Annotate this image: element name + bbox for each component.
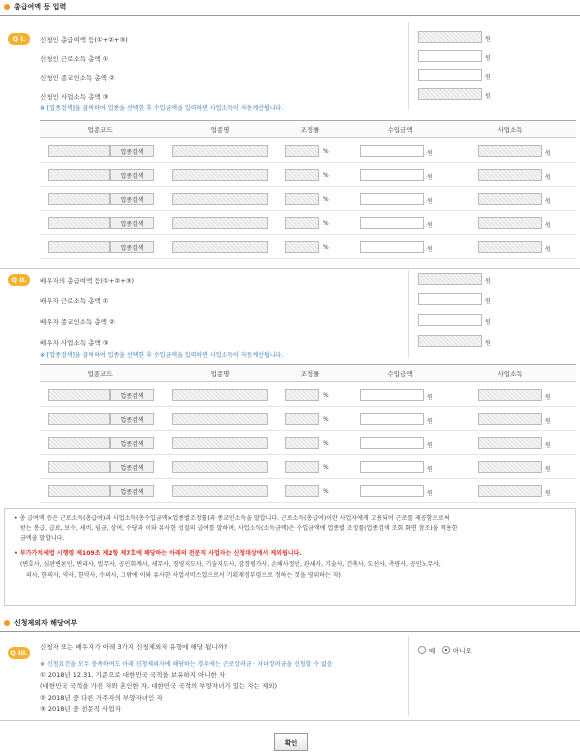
won-label: 원	[427, 150, 433, 157]
applicant-revenue-input-1[interactable]	[360, 169, 424, 181]
spouse-industry-name-1	[172, 413, 268, 425]
won-label: 원	[427, 174, 433, 181]
applicant-adjust-rate-1	[285, 169, 319, 181]
row-separator	[40, 478, 576, 479]
section-title: 신청제외자 해당여부	[14, 619, 78, 627]
applicant-adjust-rate-4	[285, 241, 319, 253]
spouse-industry-code-2	[48, 437, 110, 449]
column-header: 업종명	[210, 126, 230, 134]
applicant-revenue-input-0[interactable]	[360, 145, 424, 157]
won-label: 원	[545, 418, 551, 425]
spouse-business-income-field	[418, 335, 482, 347]
row-separator	[40, 258, 576, 259]
percent-label: %	[323, 172, 329, 179]
unit-label: 원	[485, 319, 491, 326]
applicant-industry-code-4	[48, 241, 110, 253]
won-label: 원	[545, 198, 551, 205]
applicant-business-income-3	[478, 217, 542, 229]
info-warning: • 부가가치세법 시행령 제109조 제2항 제7호에 해당하는 아래의 전문직 사업자는 신청대상에서 제외됩니다.	[14, 550, 302, 557]
exclusion-item: ② 2018년 중 다른 거주자의 부양자녀인 자	[40, 694, 163, 702]
applicant-industry-name-1	[172, 169, 268, 181]
applicant-business-income-2	[478, 193, 542, 205]
percent-label: %	[323, 148, 329, 155]
percent-label: %	[323, 488, 329, 495]
spouse-revenue-input-3[interactable]	[360, 461, 424, 473]
info-text: 금액을 말합니다.	[20, 535, 65, 542]
spouse-industry-name-2	[172, 437, 268, 449]
bullet-icon	[4, 620, 10, 626]
applicant-revenue-input-2[interactable]	[360, 193, 424, 205]
column-header: 업종코드	[87, 370, 113, 378]
business-note: ※ [업종검색]을 클릭하여 업종을 선택한 후 수입금액을 입력하면 사업소득이 자동계산됩니다.	[40, 105, 284, 112]
earned-income-input[interactable]	[418, 50, 482, 62]
info-text: (변호사, 심판변론인, 변리사, 법무사, 공인회계사, 세무사, 경영지도사, 기술지도사, 감정평가사, 손해사정인, 관세사, 기술사, 건축사, 도선사, 측량사, 공인노무사,	[20, 561, 441, 568]
won-label: 원	[545, 222, 551, 229]
spouse-industry-code-0	[48, 389, 110, 401]
industry-search-button[interactable]: 업종검색	[110, 389, 154, 401]
field-label: 신청인 종교인소득 총액 ②	[40, 74, 115, 82]
applicant-business-income-0	[478, 145, 542, 157]
percent-label: %	[323, 244, 329, 251]
industry-search-button[interactable]: 업종검색	[110, 241, 154, 253]
industry-search-button[interactable]: 업종검색	[110, 437, 154, 449]
radio-no[interactable]	[442, 646, 450, 654]
field-label: 신청인 사업소득 총액 ③	[40, 93, 109, 101]
industry-search-button[interactable]: 업종검색	[110, 485, 154, 497]
spouse-revenue-input-4[interactable]	[360, 485, 424, 497]
won-label: 원	[427, 466, 433, 473]
percent-label: %	[323, 392, 329, 399]
spouse-adjust-rate-2	[285, 437, 319, 449]
applicant-industry-code-2	[48, 193, 110, 205]
spouse-industry-code-1	[48, 413, 110, 425]
applicant-revenue-input-4[interactable]	[360, 241, 424, 253]
section-header-income	[0, 0, 66, 14]
spouse-industry-name-0	[172, 389, 268, 401]
question-badge: Q I.	[8, 33, 30, 45]
info-text: 의사, 한의사, 약사, 한약사, 수의사, 그밖에 이와 유사한 사업서비스업으로서 기획재정부령으로 정하는 것을 영위하는 자)	[26, 572, 341, 579]
percent-label: %	[323, 220, 329, 227]
spouse-industry-code-4	[48, 485, 110, 497]
row-separator	[40, 162, 576, 163]
row-separator	[40, 502, 576, 503]
won-label: 원	[427, 442, 433, 449]
business-note: ※ [업종검색]을 클릭하여 업종을 선택한 후 수입금액을 입력하면 사업소득이 자동계산됩니다.	[40, 352, 284, 359]
question-badge: Q III.	[8, 647, 30, 659]
column-header: 수입금액	[387, 126, 413, 134]
spouse-industry-code-3	[48, 461, 110, 473]
info-text: 받는 봉급, 급료, 보수, 세비, 임금, 상여, 수당과 이와 유사한 성질의 급여를 말하며, 사업소득(소득금액)은 수입금액에 업종별 조정률(업종검색 조회 화면 참조)을 적용한	[20, 525, 458, 532]
spouse-revenue-input-2[interactable]	[360, 437, 424, 449]
won-label: 원	[427, 246, 433, 253]
applicant-industry-code-3	[48, 217, 110, 229]
spouse-total-income-field	[418, 273, 482, 285]
applicant-business-income-1	[478, 169, 542, 181]
won-label: 원	[545, 246, 551, 253]
business-income-field	[418, 88, 482, 100]
field-label: 신청인 총급여액 등(①+②+③)	[40, 36, 128, 44]
applicant-adjust-rate-0	[285, 145, 319, 157]
percent-label: %	[323, 440, 329, 447]
exclusion-item: ① 2018년 12.31. 기준으로 대한민국 국적을 보유하지 아니한 자	[40, 671, 226, 679]
row-separator	[40, 406, 576, 407]
unit-label: 원	[485, 340, 491, 347]
column-header: 조정률	[300, 126, 320, 134]
radio-no-label: 아니오	[453, 647, 472, 655]
unit-label: 원	[485, 93, 491, 100]
won-label: 원	[545, 174, 551, 181]
exclusion-item: (대한민국 국적을 가진 자와 혼인한 자, 대한민국 국적의 부양자녀가 있는 자는 제외)	[40, 682, 278, 690]
won-label: 원	[545, 466, 551, 473]
question-badge: Q II.	[8, 274, 30, 286]
column-header: 수입금액	[387, 370, 413, 378]
spouse-adjust-rate-3	[285, 461, 319, 473]
industry-search-button[interactable]: 업종검색	[110, 217, 154, 229]
radio-yes[interactable]	[418, 646, 426, 654]
row-separator	[40, 186, 576, 187]
religious-income-input[interactable]	[418, 69, 482, 81]
spouse-earned-income-input[interactable]	[418, 293, 482, 305]
won-label: 원	[545, 490, 551, 497]
column-header: 사업소득	[497, 126, 523, 134]
won-label: 원	[427, 490, 433, 497]
total-income-field	[418, 31, 482, 43]
column-header: 업종명	[210, 370, 230, 378]
industry-search-button[interactable]: 업종검색	[110, 169, 154, 181]
industry-search-button[interactable]: 업종검색	[110, 413, 154, 425]
spouse-business-income-2	[478, 437, 542, 449]
spouse-adjust-rate-0	[285, 389, 319, 401]
unit-label: 원	[485, 74, 491, 81]
percent-label: %	[323, 196, 329, 203]
industry-search-button[interactable]: 업종검색	[110, 193, 154, 205]
percent-label: %	[323, 464, 329, 471]
section-header-exclusion	[0, 616, 77, 630]
field-label: 배우자의 총급여액 등(①+②+③)	[40, 277, 135, 285]
spouse-business-income-4	[478, 485, 542, 497]
industry-search-button[interactable]: 업종검색	[110, 145, 154, 157]
applicant-industry-code-0	[48, 145, 110, 157]
column-header: 업종코드	[87, 126, 113, 134]
applicant-industry-name-2	[172, 193, 268, 205]
applicant-industry-name-0	[172, 145, 268, 157]
bullet-icon	[4, 4, 10, 10]
spouse-revenue-input-1[interactable]	[360, 413, 424, 425]
spouse-adjust-rate-4	[285, 485, 319, 497]
applicant-industry-name-3	[172, 217, 268, 229]
unit-label: 원	[485, 36, 491, 43]
row-separator	[40, 430, 576, 431]
unit-label: 원	[485, 55, 491, 62]
field-label: 신청인 근로소득 총액 ①	[40, 55, 109, 63]
radio-yes-label: 예	[429, 647, 436, 655]
unit-label: 원	[485, 278, 491, 285]
won-label: 원	[545, 394, 551, 401]
spouse-business-income-3	[478, 461, 542, 473]
column-header: 조정률	[300, 370, 320, 378]
won-label: 원	[427, 418, 433, 425]
row-separator	[40, 234, 576, 235]
spouse-revenue-input-0[interactable]	[360, 389, 424, 401]
spouse-business-income-1	[478, 413, 542, 425]
column-header: 사업소득	[497, 370, 523, 378]
exclusion-item: ③ 2018년 중 전문직 사업자	[40, 705, 121, 713]
confirm-button[interactable]: 확인	[274, 733, 308, 751]
field-label: 배우자 근로소득 총액 ①	[40, 297, 109, 305]
applicant-revenue-input-3[interactable]	[360, 217, 424, 229]
won-label: 원	[545, 442, 551, 449]
industry-search-button[interactable]: 업종검색	[110, 461, 154, 473]
spouse-adjust-rate-1	[285, 413, 319, 425]
applicant-adjust-rate-3	[285, 217, 319, 229]
won-label: 원	[427, 394, 433, 401]
applicant-business-income-4	[478, 241, 542, 253]
row-separator	[40, 454, 576, 455]
info-text: • 총 급여액 등은 근로소득(총급여)과 사업소득(총수입금액×업종별조정률)과 종교인소득을 말합니다. 근로소득(총급여)이란 사업자에게 고용되어 근로를 제공함으로써	[14, 515, 450, 522]
field-label: 배우자 종교인소득 총액 ②	[40, 318, 115, 326]
applicant-industry-name-4	[172, 241, 268, 253]
spouse-religious-income-input[interactable]	[418, 314, 482, 326]
won-label: 원	[545, 150, 551, 157]
applicant-adjust-rate-2	[285, 193, 319, 205]
won-label: 원	[427, 222, 433, 229]
unit-label: 원	[485, 298, 491, 305]
section-title: 총급여액 등 입력	[14, 3, 67, 11]
question-text: 신청자 또는 배우자가 아래 3가지 신청제외자 유형에 해당 됩니까?	[40, 643, 228, 651]
row-separator	[40, 210, 576, 211]
won-label: 원	[427, 198, 433, 205]
spouse-business-income-0	[478, 389, 542, 401]
field-label: 배우자 사업소득 총액 ③	[40, 339, 109, 347]
spouse-industry-name-4	[172, 485, 268, 497]
percent-label: %	[323, 416, 329, 423]
exclusion-note: ※ 신청요건을 모두 충족하여도 아래 신청제외자에 해당하는 경우에는 근로장려금 · 자녀장려금을 신청할 수 없음	[40, 661, 333, 668]
spouse-industry-name-3	[172, 461, 268, 473]
applicant-industry-code-1	[48, 169, 110, 181]
